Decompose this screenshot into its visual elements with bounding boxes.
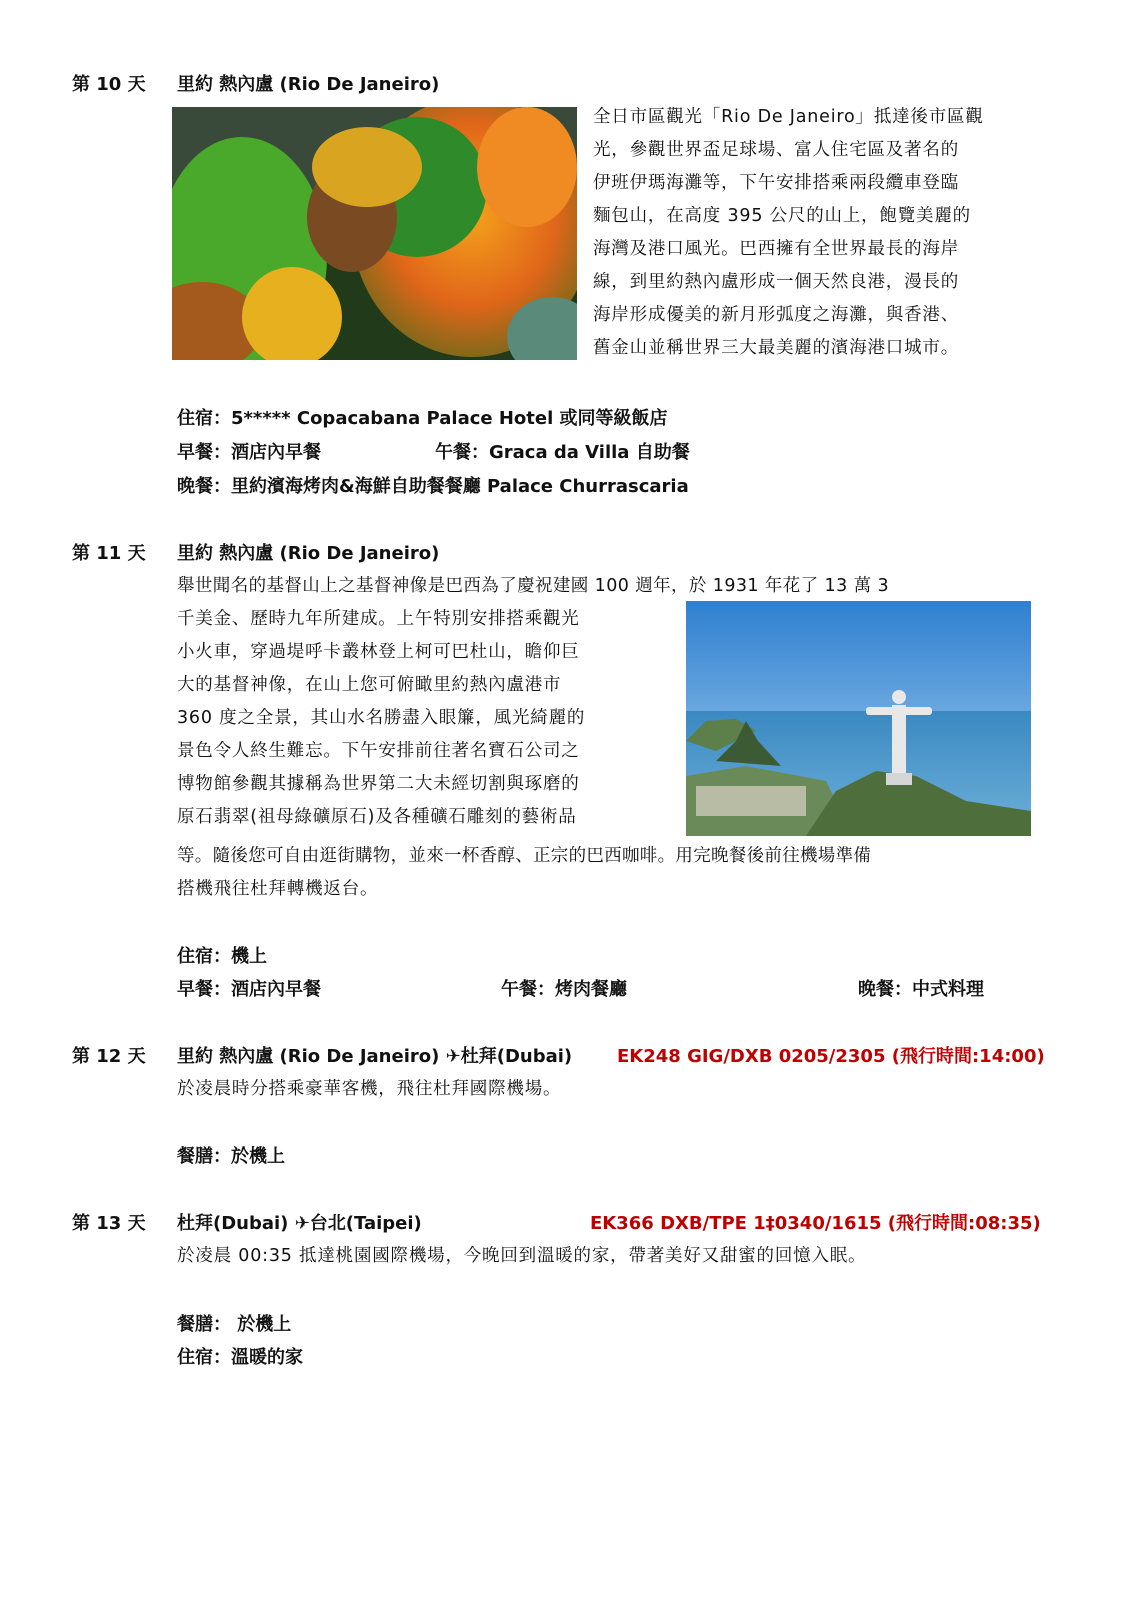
desc-line: 小火車，穿過堤呼卡叢林登上柯可巴杜山，瞻仰巨: [177, 642, 580, 662]
desc-line: 博物館參觀其據稱為世界第二大未經切割與琢磨的: [177, 774, 580, 794]
desc-line: 大的基督神像，在山上您可俯瞰里約熱內盧港市: [177, 675, 562, 695]
route-to: 台北(Taipei): [309, 1213, 422, 1234]
desc-line: 等。隨後您可自由逛街購物，並來一杯香醇、正宗的巴西咖啡。用完晚餐後前往機場準備: [177, 846, 872, 866]
day11-label: 第 11 天: [72, 543, 146, 564]
day10-description: [593, 101, 1043, 365]
day12-text: 於凌晨時分搭乘豪華客機，飛往杜拜國際機場。: [177, 1079, 562, 1099]
day11-title: 里約 熱內盧 (Rio De Janeiro): [177, 543, 440, 564]
day11-breakfast: 早餐：酒店內早餐: [177, 979, 321, 1000]
day10-lunch: 午餐：Graca da Villa 自助餐: [435, 442, 690, 463]
desc-line: 千美金、歷時九年所建成。上午特別安排搭乘觀光: [177, 609, 580, 629]
route-from: 里約 熱內盧 (Rio De Janeiro): [177, 1046, 440, 1067]
day13-text: 於凌晨 00:35 抵達桃園國際機場，今晚回到溫暖的家，帶著美好又甜蜜的回憶入眠。: [177, 1246, 867, 1266]
day13-meals: 餐膳： 於機上: [177, 1314, 292, 1335]
day11-wrap-text: [177, 603, 677, 834]
desc-line: 舊金山並稱世界三大最美麗的濱海港口城市。: [593, 338, 959, 358]
day10-breakfast: 早餐：酒店內早餐: [177, 442, 321, 463]
desc-line: 360 度之全景，其山水名勝盡入眼簾，風光綺麗的: [177, 708, 586, 728]
airplane-icon: ✈: [294, 1213, 310, 1234]
day11-lunch: 午餐：烤肉餐廳: [501, 979, 627, 1000]
desc-line: 海岸形成優美的新月形弧度之海灘，與香港、: [593, 305, 959, 325]
desc-line: 光，參觀世界盃足球場、富人住宅區及著名的: [593, 140, 959, 160]
desc-line: 景色令人終生難忘。下午安排前往著名寶石公司之: [177, 741, 580, 761]
day12-route: [177, 1044, 572, 1070]
christ-redeemer-photo: [686, 601, 1031, 836]
route-to: 杜拜(Dubai): [460, 1046, 573, 1067]
day11-tail-text: [177, 840, 1047, 906]
day12-label: 第 12 天: [72, 1046, 146, 1067]
day13-hotel: 住宿：溫暖的家: [177, 1347, 303, 1368]
desc-line: 海灣及港口風光。巴西擁有全世界最長的海岸: [593, 239, 959, 259]
day12-meals: 餐膳：於機上: [177, 1146, 285, 1167]
airplane-icon: ✈: [445, 1046, 461, 1067]
day12-flight: EK248 GIG/DXB 0205/2305 (飛行時間:14:00): [617, 1046, 1045, 1067]
route-from: 杜拜(Dubai): [177, 1213, 289, 1234]
day10-label: 第 10 天: [72, 74, 146, 95]
day13-label: 第 13 天: [72, 1213, 146, 1234]
day13-flight: EK366 DXB/TPE 1‡0340/1615 (飛行時間:08:35): [590, 1213, 1041, 1234]
day13-route: [177, 1211, 422, 1237]
day11-line1: 舉世聞名的基督山上之基督神像是巴西為了慶祝建國 100 週年，於 1931 年花了 13 萬 3: [177, 576, 889, 596]
desc-line: 全日市區觀光「Rio De Janeiro」抵達後市區觀: [593, 107, 984, 127]
desc-line: 線，到里約熱內盧形成一個天然良港，漫長的: [593, 272, 959, 292]
day11-dinner: 晚餐：中式料理: [858, 979, 984, 1000]
day10-title: 里約 熱內盧 (Rio De Janeiro): [177, 74, 440, 95]
desc-line: 原石翡翠(祖母綠礦原石)及各種礦石雕刻的藝術品: [177, 807, 577, 827]
desc-line: 伊班伊瑪海灘等，下午安排搭乘兩段纜車登臨: [593, 173, 959, 193]
day11-hotel: 住宿：機上: [177, 946, 267, 967]
desc-line: 搭機飛往杜拜轉機返台。: [177, 879, 379, 899]
desc-line: 麵包山，在高度 395 公尺的山上，飽覽美麗的: [593, 206, 971, 226]
day10-hotel: 住宿：5***** Copacabana Palace Hotel 或同等級飯店: [177, 408, 668, 429]
day10-dinner: 晚餐：里約濱海烤肉&海鮮自助餐餐廳 Palace Churrascaria: [177, 476, 689, 497]
carnival-photo: [172, 107, 577, 360]
